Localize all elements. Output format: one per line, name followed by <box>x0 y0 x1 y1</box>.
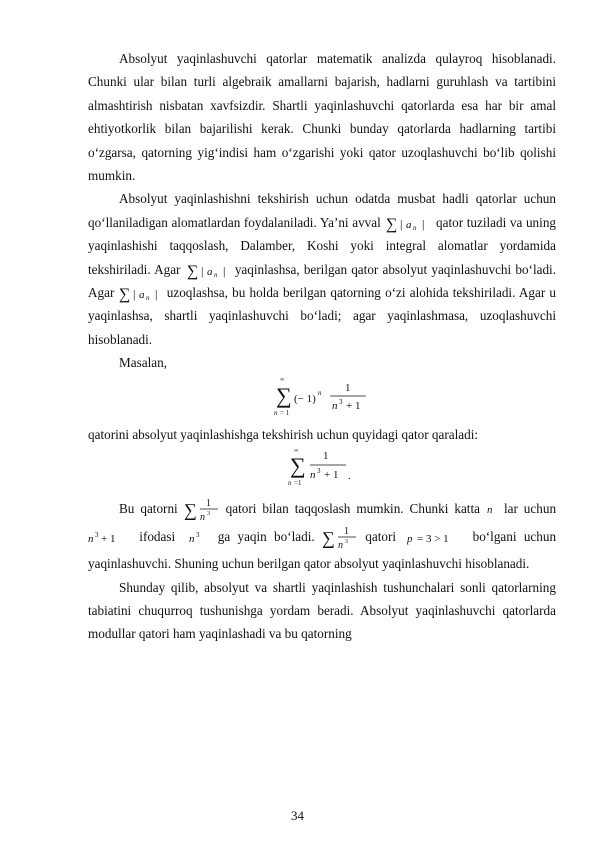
paragraph-5-part-b: qatori bilan taqqoslash mumkin. Chunki katta <box>225 501 480 517</box>
formula-sum-abs-an-2 <box>185 262 231 280</box>
svg-text:|: | <box>222 263 226 278</box>
svg-text:|: | <box>422 216 425 231</box>
svg-text:n: n <box>145 294 150 303</box>
svg-text:1: 1 <box>345 381 351 394</box>
svg-text:n: n <box>318 388 322 397</box>
svg-text:|: | <box>400 216 403 231</box>
svg-text:n: n <box>88 533 94 546</box>
svg-text:∑: ∑ <box>118 286 130 304</box>
svg-text:.: . <box>348 470 351 483</box>
formula-example-series <box>88 375 556 423</box>
formula-n <box>486 503 498 517</box>
paragraph-2-part-a: Absolyut yaqinlashishni tekshirish uchun odatda musbat hadli qatorlar uchun qo‘llaniladigan alomatlardan foydalaniladi. Ya’ni avval <box>88 191 556 230</box>
svg-text:∞: ∞ <box>280 376 285 383</box>
svg-text:3: 3 <box>196 531 200 540</box>
svg-text:a: a <box>206 265 213 278</box>
svg-text:p: p <box>407 533 413 546</box>
svg-text:(− 1): (− 1) <box>294 392 316 405</box>
paragraph-5-part-e: ga yaqin bo‘ladi. <box>217 529 315 545</box>
svg-text:1: 1 <box>323 450 329 463</box>
svg-text:= 3 > 1: = 3 > 1 <box>417 533 449 546</box>
formula-compare-series <box>184 496 220 524</box>
svg-text:3: 3 <box>344 539 348 546</box>
svg-text:|: | <box>154 287 157 302</box>
svg-text:∑: ∑ <box>186 262 199 280</box>
svg-text:n: n <box>413 223 417 232</box>
formula-compare-series-2 <box>322 524 358 552</box>
svg-text:∑: ∑ <box>386 215 398 233</box>
svg-text:∑: ∑ <box>290 453 306 479</box>
svg-text:|: | <box>132 287 135 302</box>
svg-text:|: | <box>200 263 204 278</box>
paragraph-5-part-c: lar uchun <box>503 501 557 517</box>
svg-text:n: n <box>310 469 316 482</box>
paragraph-4: qatorini absolyut yaqinlashishga tekshirish uchun quyidagi qator qaraladi: <box>88 426 479 442</box>
svg-text:3: 3 <box>339 397 343 406</box>
svg-text:a: a <box>138 289 145 302</box>
svg-text:n: n <box>332 399 338 412</box>
formula-n3 <box>188 530 204 546</box>
svg-text:1: 1 <box>343 526 349 538</box>
paragraph-1: Absolyut yaqinlashuvchi qatorlar matematik analizda qulayroq hisoblanadi. Chunki ular bilan turli algebraik amallarni bajarish, hadlarni guruhlash va tartibini almashtirish nisbatan xavfsizdir. Shartli yaqinlashuvchi qatorlarda esa har bir amal ehtiyotkorlik bilan bajarilishi kerak. Chunki bunday qatorlarda hadlarning tartibi o‘zgarsa, qatorning yig‘indisi ham o‘zgarishi yoki qator uzoqlashuvchi bo‘lib qolishi mumkin. <box>88 51 556 184</box>
paragraph-6: Shunday qilib, absolyut va shartli yaqinlashish tushunchalari sonli qatorlarning tabiatini chuqurroq tushunishga yordam beradi. Absolyut yaqinlashuvchi qatorlarda modullar qatori ham yaqinlashadi va bu qatorning <box>88 579 556 642</box>
svg-text:=1: =1 <box>294 479 302 488</box>
svg-text:n: n <box>189 533 195 546</box>
formula-abs-series <box>88 446 556 490</box>
svg-text:a: a <box>406 218 412 231</box>
svg-text:n: n <box>486 504 493 517</box>
svg-text:∑: ∑ <box>321 528 335 549</box>
paragraph-2-part-d: uzoqlashsa, bu holda berilgan qatorning o‘zi alohida tekshiriladi. Agar u yaqinlashsa, shartli yaqinlashuvchi bo‘ladi; agar yaqinlashmasa, uzoqlashuvchi hisoblanadi. <box>88 285 556 347</box>
svg-text:n: n <box>213 270 218 279</box>
paragraph-5-part-f: qatori <box>365 529 397 545</box>
paragraph-5-part-d: ifodasi <box>139 529 176 545</box>
svg-text:+ 1: + 1 <box>346 399 361 412</box>
formula-n3-plus-1 <box>88 530 122 546</box>
page-number: 34 <box>291 808 304 823</box>
paragraph-2 <box>88 187 556 351</box>
svg-text:∑: ∑ <box>183 500 197 521</box>
svg-text:+ 1: + 1 <box>324 469 339 482</box>
svg-text:3: 3 <box>95 531 99 540</box>
paragraph-2-part-b: qator tuziladi va uning yaqinlashishi taqqoslash, Dalamber, Koshi yoki integral alomatlar yordamida tekshiriladi. Agar <box>88 214 557 277</box>
svg-text:n: n <box>199 512 205 524</box>
svg-text:n: n <box>337 540 343 552</box>
formula-p-condition <box>407 530 461 546</box>
svg-text:∑: ∑ <box>276 382 292 408</box>
paragraph-5-part-a: Bu qatorni <box>119 501 178 517</box>
paragraph-2-part-c: yaqinlashsa, berilgan qator absolyut yaqinlashuvchi bo‘ladi. Agar <box>88 261 557 301</box>
svg-text:∞: ∞ <box>294 448 299 455</box>
paragraph-5 <box>88 496 556 575</box>
document-body <box>88 47 556 646</box>
svg-text:= 1: = 1 <box>280 408 290 417</box>
svg-text:3: 3 <box>206 511 210 518</box>
formula-sum-abs-an <box>384 215 432 233</box>
svg-text:+ 1: + 1 <box>101 533 116 546</box>
svg-text:n: n <box>288 479 292 488</box>
paragraph-3: Masalan, <box>119 355 167 371</box>
svg-text:n: n <box>274 408 278 417</box>
paragraph-5-part-g: bo‘lgani uchun yaqinlashuvchi. Shuning uchun berilgan qator absolyut yaqinlashuvchi hisoblanadi. <box>88 529 557 572</box>
formula-sum-abs-an-3 <box>119 285 163 303</box>
svg-text:1: 1 <box>205 498 211 510</box>
svg-text:3: 3 <box>317 467 321 476</box>
